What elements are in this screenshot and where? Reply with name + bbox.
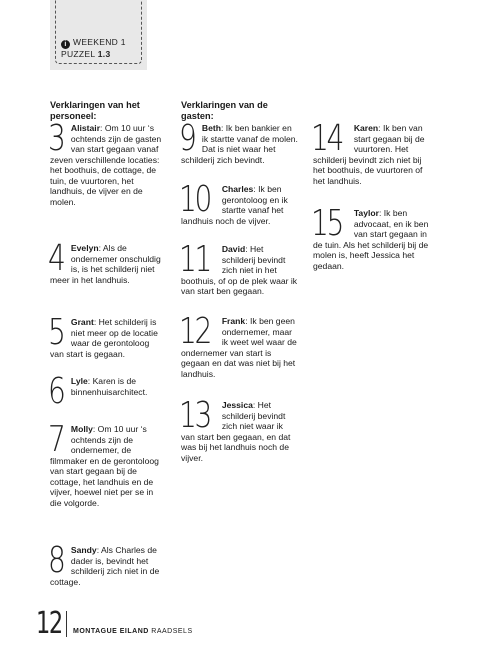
statement-14 xyxy=(311,118,431,186)
statement-5 xyxy=(48,312,162,359)
statement-text: : Karen is de binnenhuisarchitect. xyxy=(70,376,148,397)
speaker-name: Lyle xyxy=(70,376,88,386)
statement-15 xyxy=(311,203,431,271)
puzzle-number: 1.3 xyxy=(97,49,111,59)
tab-dashed-border xyxy=(55,0,142,64)
statement-text: : Ik ben geen ondernemer, maar ik weet wel waar de ondernemer van start is gegaan en dat was niet bij het landhuis. xyxy=(181,316,297,379)
footer-divider xyxy=(66,611,67,637)
statement-text: : Het schilderij bevindt zich niet in het boothuis, of op de plek waar ik van start ben gegaan. xyxy=(181,244,298,296)
puzzle-tab xyxy=(50,0,147,70)
statement-number: 15 xyxy=(311,203,343,244)
statement-6 xyxy=(48,371,162,412)
statement-4 xyxy=(48,238,162,285)
statement-7 xyxy=(48,419,162,508)
footer-brand: MONTAGUE EILAND xyxy=(73,628,149,635)
statement-number: 13 xyxy=(179,395,211,436)
statement-text: : Het schilderij bevindt zich niet waar ik van start ben gegaan, en dat was bij het landhuis noch de vijver. xyxy=(181,400,291,463)
statement-text: : Ik ben van start gegaan bij de vuurtoren. Het schilderij bevindt zich niet bij het boothuis, de vuurtoren of het landhuis. xyxy=(313,123,425,186)
footer-label xyxy=(73,628,193,635)
statement-number: 3 xyxy=(48,118,64,159)
info-icon: i xyxy=(61,40,70,49)
speaker-name: Charles xyxy=(221,184,254,194)
speaker-name: Jessica xyxy=(221,400,253,410)
speaker-name: Sandy xyxy=(70,545,97,555)
statement-number: 11 xyxy=(179,239,211,280)
statement-text: : Ik ben advocaat, en ik ben van start gegaan in de tuin. Als het schilderij bij de molen is, heeft Jessica het gedaan. xyxy=(313,208,429,271)
speaker-name: Alistair xyxy=(70,123,101,133)
speaker-name: David xyxy=(221,244,246,254)
statement-9 xyxy=(179,118,298,165)
weekend-label: WEEKEND 1 xyxy=(73,37,126,47)
statement-11 xyxy=(179,239,298,297)
puzzle-label: PUZZEL xyxy=(61,49,96,59)
statement-number: 6 xyxy=(48,371,64,412)
speaker-name: Molly xyxy=(70,424,93,434)
speaker-name: Beth xyxy=(201,123,222,133)
statement-number: 10 xyxy=(179,179,211,220)
statement-text: : Als de ondernemer onschuldig is, is het schilderij niet meer in het landhuis. xyxy=(50,243,161,285)
tab-label xyxy=(61,37,126,59)
staff-heading: Verklaringen van het personeel: xyxy=(50,100,140,121)
statement-text: : Ik ben bankier en ik startte vanaf de molen. Dat is niet waar het schilderij zich bevindt. xyxy=(181,123,298,165)
statement-text: : Om 10 uur ‘s ochtends zijn de ondernemer, de filmmaker en de gerontoloog van start gegaan bij de cottage, het landhuis en de vijver, hoewel niet per se in die volgorde. xyxy=(50,424,159,508)
speaker-name: Evelyn xyxy=(70,243,99,253)
statement-number: 14 xyxy=(311,118,343,159)
page-number: 12 xyxy=(36,606,62,641)
statement-3 xyxy=(48,118,162,207)
statement-number: 5 xyxy=(48,312,64,353)
statement-12 xyxy=(179,311,298,379)
statement-8 xyxy=(48,540,162,587)
statement-text: : Als Charles de dader is, bevindt het schilderij zich niet in de cottage. xyxy=(50,545,160,587)
guests-heading: Verklaringen van de gasten: xyxy=(181,100,268,121)
statement-number: 9 xyxy=(179,118,195,159)
statement-number: 8 xyxy=(48,540,64,581)
statement-number: 12 xyxy=(179,311,211,352)
statement-text: : Ik ben gerontoloog en ik startte vanaf het landhuis noch de vijver. xyxy=(181,184,288,226)
statement-number: 7 xyxy=(48,419,64,460)
speaker-name: Frank xyxy=(221,316,246,326)
speaker-name: Taylor xyxy=(353,208,379,218)
statement-10 xyxy=(179,179,298,226)
speaker-name: Karen xyxy=(353,123,379,133)
statement-number: 4 xyxy=(48,238,64,279)
statement-text: : Het schilderij is niet meer op de locatie waar de gerontoloog van start is gegaan. xyxy=(50,317,158,359)
statement-13 xyxy=(179,395,298,463)
speaker-name: Grant xyxy=(70,317,94,327)
statement-text: : Om 10 uur ‘s ochtends zijn de gasten van start gegaan vanaf zeven verschillende locaties: het boothuis, de cottage, de tuin, de vuurtoren, het landhuis, de vijver en de molen. xyxy=(50,123,162,207)
footer-section: RAADSELS xyxy=(151,628,193,635)
